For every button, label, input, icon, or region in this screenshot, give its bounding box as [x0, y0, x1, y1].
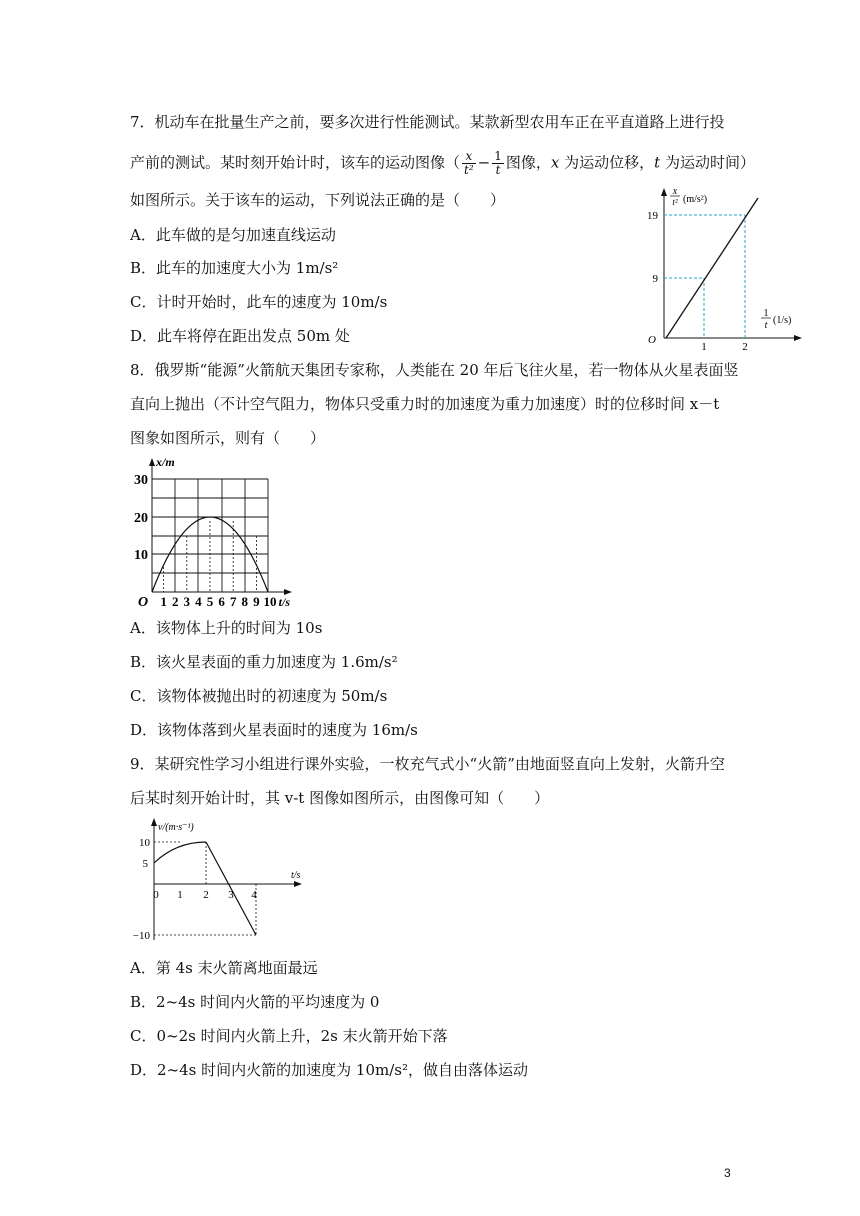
q9-graph — [126, 814, 316, 946]
q9-x-tick-2: 2 — [203, 889, 209, 901]
q8-x-tick-6: 6 — [218, 594, 225, 608]
q7-fraction-x-over-t2: $\frac{x}{\text{t²}}$ — [464, 149, 474, 177]
q9-y-tick-10: 10 — [139, 837, 150, 849]
q9-option-b: B．2~4s 时间内火箭的平均速度为 0 — [130, 993, 380, 1011]
q9-y-label: v/(m·s⁻¹) — [158, 822, 194, 833]
q7-y-label-num: x — [672, 186, 678, 197]
q8-option-d: D．该物体落到火星表面时的速度为 16m/s — [130, 721, 418, 739]
q8-option-b: B．该火星表面的重力加速度为 1.6m/s² — [130, 653, 398, 671]
q8-x-tick-9: 9 — [253, 594, 260, 608]
q9-option-a: A．第 4s 末火箭离地面最远 — [130, 959, 318, 977]
q8-x-label: t/s — [278, 595, 290, 608]
q7-option-d: D．此车将停在距出发点 50m 处 — [130, 327, 350, 345]
q7-line-1: 7．机动车在批量生产之前，要多次进行性能测试。某款新型农用车正在平直道路上进行投 — [130, 113, 725, 131]
q8-x-tick-3: 3 — [183, 594, 191, 608]
q8-graph — [124, 456, 314, 608]
q8-option-a: A．该物体上升的时间为 10s — [130, 619, 323, 637]
q9-line-2: 后某时刻开始计时，其 v-t 图像如图所示，由图像可知（ ） — [130, 789, 550, 807]
q7-y-label-den: t² — [672, 197, 678, 207]
q8-x-tick-7: 7 — [229, 594, 237, 608]
q8-y-tick-20: 20 — [134, 511, 148, 526]
q8-x-tick-1: 1 — [160, 594, 167, 608]
q8-origin: O — [138, 595, 149, 608]
q8-y-tick-10: 10 — [134, 548, 148, 563]
q8-y-tick-30: 30 — [134, 473, 148, 488]
q7-origin: O — [648, 334, 656, 346]
q8-line-1: 8．俄罗斯“能源”火箭航天集团专家称，人类能在 20 年后飞往火星，若一物体从火星表面竖 — [130, 361, 739, 379]
q9-option-d: D．2~4s 时间内火箭的加速度为 10m/s²，做自由落体运动 — [130, 1061, 528, 1079]
q7-option-b: B．此车的加速度大小为 1m/s² — [130, 259, 339, 277]
q9-x-tick-1: 1 — [177, 889, 183, 901]
q8-option-c: C．该物体被抛出时的初速度为 50m/s — [130, 687, 388, 705]
q8-x-tick-10: 10 — [263, 594, 277, 608]
q7-y-tick-19: 19 — [647, 210, 658, 222]
q8-line-2: 直向上抛出（不计空气阻力，物体只受重力时的加速度为重力加速度）时的位移时间 x－t — [130, 395, 720, 413]
page-number: 3 — [724, 1166, 731, 1180]
q8-y-label: x/m — [156, 456, 175, 469]
q7-x-unit: (1/s) — [773, 315, 792, 326]
q7-option-c: C．计时开始时，此车的速度为 10m/s — [130, 293, 388, 311]
q8-x-tick-5: 5 — [206, 594, 214, 608]
q9-line-1: 9．某研究性学习小组进行课外实验，一枚充气式小“火箭”由地面竖直向上发射，火箭升空 — [130, 755, 725, 773]
q7-graph — [640, 180, 810, 350]
q7-x-tick-1: 1 — [701, 341, 707, 350]
q8-line-3: 图象如图所示，则有（ ） — [130, 429, 326, 447]
q7-y-unit: (m/s²) — [683, 194, 708, 205]
q9-y-tick-neg10: −10 — [132, 930, 150, 942]
q8-x-tick-2: 2 — [171, 594, 179, 608]
q9-x-label: t/s — [291, 870, 301, 881]
q9-x-tick-3: 3 — [228, 889, 234, 901]
q9-option-c: C．0~2s 时间内火箭上升，2s 末火箭开始下落 — [130, 1027, 448, 1045]
q7-line-2: 产前的测试。某时刻开始计时，该车的运动图像（ $\frac{x}{\text{t²}}$ − $\frac{1}{t}$ 图像，x 为运动位移，t 为运动时间） — [130, 149, 755, 177]
q7-fraction-1-over-t: $\frac{1}{t}$ — [494, 149, 502, 177]
q9-x-tick-4: 4 — [251, 889, 257, 901]
q8-x-tick-4: 4 — [195, 594, 202, 608]
q7-x-tick-2: 2 — [742, 341, 748, 350]
q7-line-3: 如图所示。关于该车的运动，下列说法正确的是（ ） — [130, 191, 506, 209]
q9-y-tick-5: 5 — [142, 858, 148, 870]
q7-x-label-den: t — [764, 320, 768, 331]
q7-y-tick-9: 9 — [652, 273, 658, 285]
q7-x-label-num: 1 — [763, 308, 769, 319]
q8-x-tick-8: 8 — [241, 594, 249, 608]
q7-option-a: A．此车做的是匀加速直线运动 — [130, 226, 336, 244]
q9-x-tick-0: 0 — [153, 889, 159, 901]
